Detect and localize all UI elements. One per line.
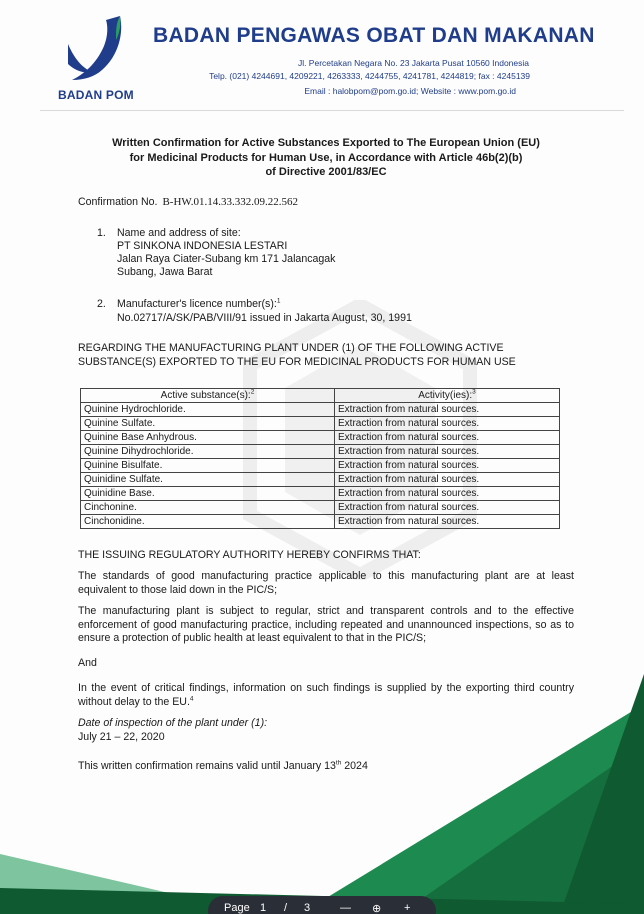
confirms-heading: THE ISSUING REGULATORY AUTHORITY HEREBY CONFIRMS THAT: bbox=[78, 549, 421, 561]
paragraph-and: And bbox=[78, 657, 97, 669]
confirmation-value: B-HW.01.14.33.332.09.22.562 bbox=[162, 196, 299, 208]
licence-item-number: 2. bbox=[97, 298, 106, 310]
page-number-input[interactable]: 1 bbox=[260, 902, 267, 914]
title-line-2: for Medicinal Products for Human Use, in Accordance with Article 46b(2)(b) bbox=[129, 151, 523, 164]
title-line-3: of Directive 2001/83/EC bbox=[265, 166, 387, 178]
organization-contact: Email : halobpom@pom.go.id; Website : www.pom.go.id bbox=[304, 86, 516, 96]
table-row bbox=[81, 445, 560, 459]
paragraph-controls: The manufacturing plant is subject to regular, strict and transparent controls and to the effective enforcement of good manufacturing practice, including repeated and unannounced inspections, so as to ensure a protection of public health at least equivalent to that in the PIC/S; bbox=[78, 605, 574, 644]
substance-cell: Quinine Base Anhydrous. bbox=[81, 431, 335, 445]
logo-text: BADAN POM bbox=[58, 88, 134, 102]
regarding-heading: REGARDING THE MANUFACTURING PLANT UNDER (1) OF THE FOLLOWING ACTIVE SUBSTANCE(S) EXPORTED TO THE EU FOR MEDICINAL PRODUCTS FOR HUMAN USE bbox=[78, 342, 516, 368]
activity-cell: Extraction from natural sources. bbox=[335, 445, 560, 459]
substance-cell: Quinine Dihydrochloride. bbox=[81, 445, 335, 459]
table-row bbox=[81, 417, 560, 431]
zoom-icon[interactable]: ⊕ bbox=[372, 903, 382, 914]
page-total: 3 bbox=[304, 902, 311, 914]
page-separator: / bbox=[284, 902, 288, 914]
activity-cell: Extraction from natural sources. bbox=[335, 501, 560, 515]
substance-cell: Quinidine Sulfate. bbox=[81, 473, 335, 487]
substance-cell: Cinchonidine. bbox=[81, 515, 335, 529]
site-address-line-2: Subang, Jawa Barat bbox=[117, 266, 213, 278]
zoom-out-button[interactable]: — bbox=[340, 902, 351, 914]
decorative-corner-graphic bbox=[0, 674, 644, 914]
column-header-activity: Activity(ies):$^3$ bbox=[335, 389, 560, 403]
table-row bbox=[81, 403, 560, 417]
letterhead-divider bbox=[40, 110, 624, 111]
activity-cell: Extraction from natural sources. bbox=[335, 403, 560, 417]
site-item-number: 1. bbox=[97, 227, 106, 239]
activity-cell: Extraction from natural sources. bbox=[335, 473, 560, 487]
paragraph-gmp-standards: The standards of good manufacturing practice applicable to this manufacturing plant are at least equivalent to those laid down in the PIC/S; bbox=[78, 570, 574, 596]
substance-cell: Cinchonine. bbox=[81, 501, 335, 515]
organization-address: Jl. Percetakan Negara No. 23 Jakarta Pusat 10560 Indonesia bbox=[297, 58, 529, 68]
activity-cell: Extraction from natural sources. bbox=[335, 459, 560, 473]
activity-cell: Extraction from natural sources. bbox=[335, 417, 560, 431]
licence-label: Manufacturer's licence number(s):$^1$ bbox=[117, 297, 281, 310]
table-row bbox=[81, 431, 560, 445]
page-label: Page bbox=[224, 902, 250, 914]
site-address-line-1: Jalan Raya Ciater-Subang km 171 Jalancagak bbox=[117, 253, 336, 265]
document-title bbox=[76, 136, 576, 180]
activity-cell: Extraction from natural sources. bbox=[335, 431, 560, 445]
site-label: Name and address of site: bbox=[117, 227, 241, 239]
organization-name: BADAN PENGAWAS OBAT DAN MAKANAN bbox=[153, 24, 595, 47]
title-line-1: Written Confirmation for Active Substances Exported to The European Union (EU) bbox=[112, 137, 540, 149]
site-name: PT SINKONA INDONESIA LESTARI bbox=[117, 240, 288, 252]
table-row bbox=[81, 487, 560, 501]
inspection-label: Date of inspection of the plant under (1): bbox=[78, 717, 268, 729]
zoom-in-button[interactable]: + bbox=[404, 902, 411, 914]
viewer-toolbar bbox=[208, 896, 436, 914]
table-row bbox=[81, 501, 560, 515]
confirmation-label: Confirmation No. bbox=[78, 196, 158, 208]
substance-cell: Quinine Hydrochloride. bbox=[81, 403, 335, 417]
validity-statement: This written confirmation remains valid until January 13th 2024 bbox=[78, 759, 368, 772]
inspection-dates: July 21 – 22, 2020 bbox=[78, 731, 165, 743]
substance-cell: Quinidine Base. bbox=[81, 487, 335, 501]
table-header-row bbox=[81, 389, 560, 403]
table-row bbox=[81, 473, 560, 487]
confirmation-number bbox=[78, 196, 298, 210]
activity-cell: Extraction from natural sources. bbox=[335, 515, 560, 529]
substances-table bbox=[80, 388, 560, 529]
organization-phone: Telp. (021) 4244691, 4209221, 4263333, 4244755, 4241781, 4244819; fax : 4245139 bbox=[209, 71, 530, 81]
column-header-substance: Active substance(s):$^2$ bbox=[81, 389, 335, 403]
table-row bbox=[81, 515, 560, 529]
licence-value: No.02717/A/SK/PAB/VIII/91 issued in Jakarta August, 30, 1991 bbox=[117, 312, 412, 324]
substance-cell: Quinine Sulfate. bbox=[81, 417, 335, 431]
substance-cell: Quinine Bisulfate. bbox=[81, 459, 335, 473]
badan-pom-logo-icon bbox=[58, 14, 138, 86]
activity-cell: Extraction from natural sources. bbox=[335, 487, 560, 501]
paragraph-critical-findings: In the event of critical findings, information on such findings is supplied by the exporting third country without delay to the EU.$^4$ bbox=[78, 682, 574, 708]
table-row bbox=[81, 459, 560, 473]
